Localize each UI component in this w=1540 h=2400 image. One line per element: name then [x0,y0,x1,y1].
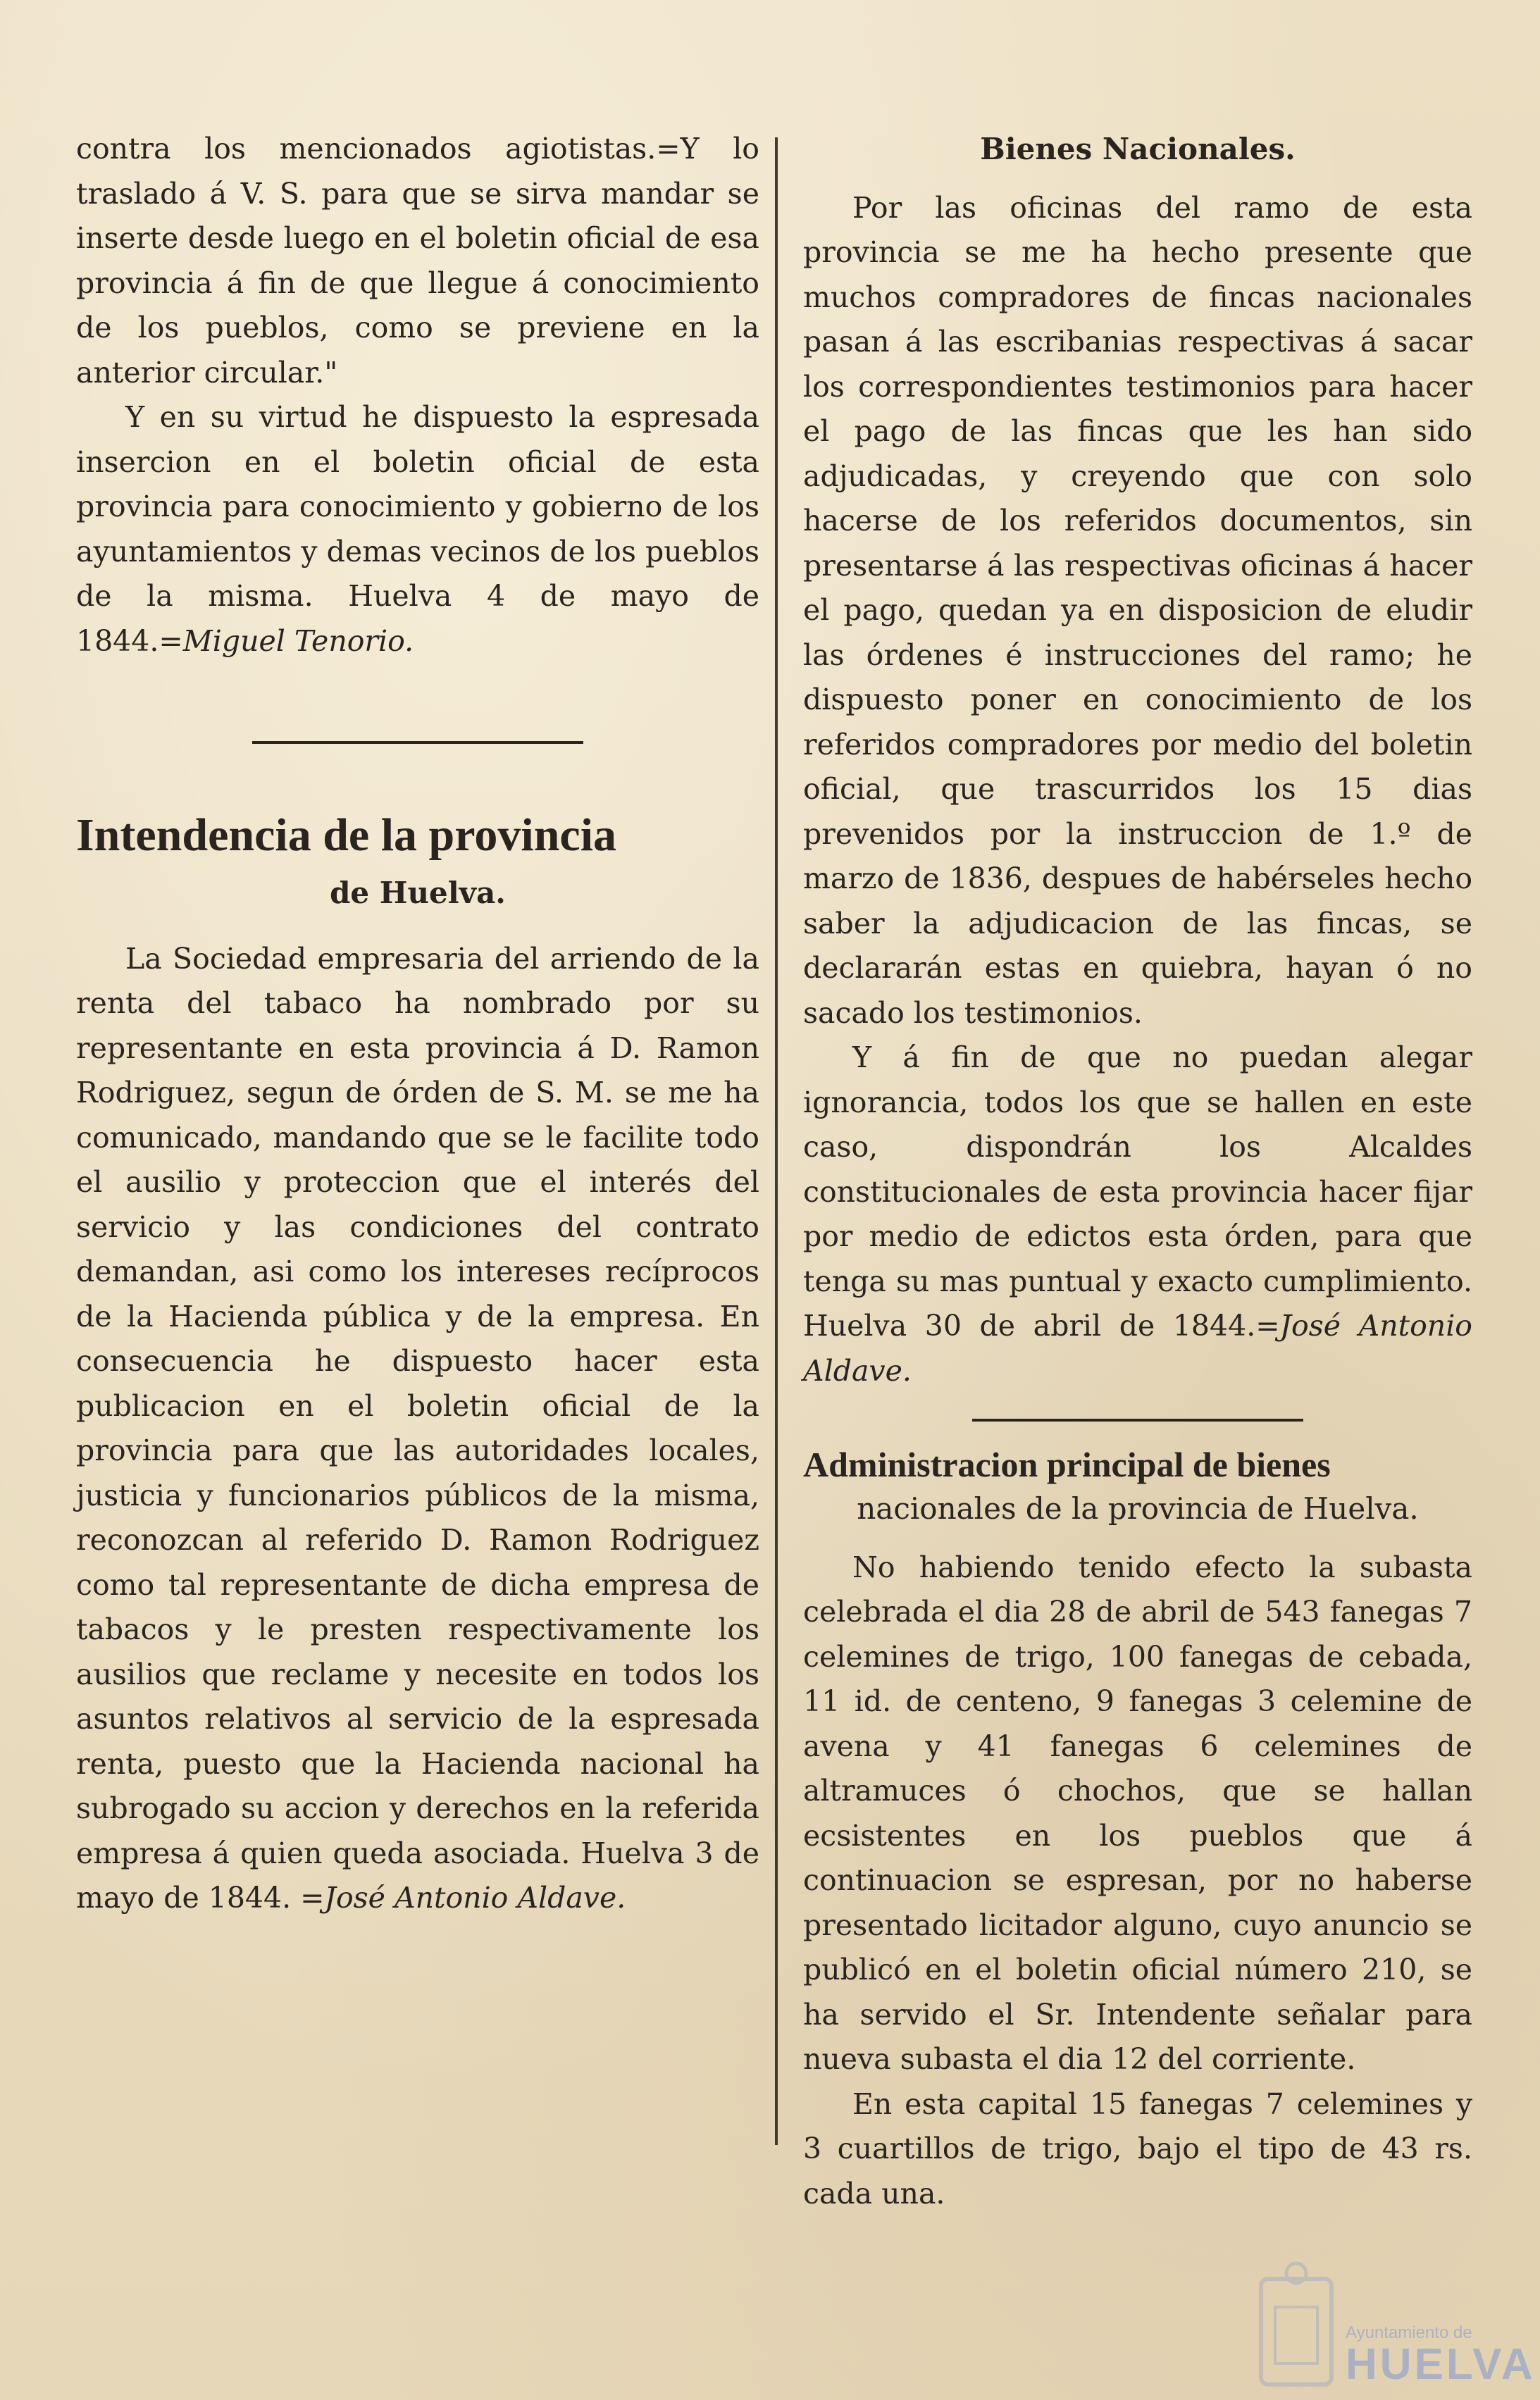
administracion-subheading: nacionales de la provincia de Huelva. [857,1491,1419,1526]
left-column [76,127,759,1921]
watermark-line-1: Ayuntamiento de [1346,2323,1472,2342]
right-paragraph-3: No habiendo tenido efecto la subasta celebrada el dia 28 de abril de 543 fanegas 7 celemines de trigo, 100 fanegas de cebada, 11 id. de centeno, 9 fanegas 3 celemine de avena y 41 fanegas 6 celemines de altramuces ó chochos, que se hallan ecsistentes en los pueblos que á continuacion se espresan, por no haberse presentado licitador alguno, cuyo anuncio se publicó en el boletin oficial número 210, se ha servido el Sr. Intendente señalar para nueva subasta el dia 12 del corriente. [803,1550,1472,2076]
right-column [803,127,1472,2216]
left-paragraph-1: contra los mencionados agiotistas.=Y lo traslado á V. S. para que se sirva mandar se inserte desde luego en el boletin oficial de esa provincia á fin de que llegue á conocimiento de los pueblos, como se previene en la anterior circular." [76,132,759,390]
right-paragraph-2-text: Y á fin de que no puedan alegar ignorancia, todos los que se hallen en este caso, dispondrán los Alcaldes constitucionales de esta provincia hacer fijar por medio de edictos esta órden, para que tenga su mas puntual y exacto cumplimiento. Huelva 30 de abril de 1844. [803,1040,1472,1343]
left-paragraph-2 [76,395,759,664]
column-divider [775,137,778,2145]
left-paragraph-3 [76,937,759,1921]
administracion-heading: Administracion principal de bienes [803,1445,1331,1484]
signature-jose-antonio-aldave: =José Antonio Aldave. [300,1881,626,1915]
watermark-line-2: HUELVA [1346,2340,1536,2389]
right-paragraph-1: Por las oficinas del ramo de esta provincia se me ha hecho presente que muchos compradores de fincas nacionales pasan á las escribanias respectivas á sacar los correspondientes testimonios para hacer el pago de las fincas que les han sido adjudicadas, y creyendo que con solo hacerse de los referidos documentos, sin presentarse á las respectivas oficinas á hacer el pago, quedan ya en disposicion de eludir las órdenes é instrucciones del ramo; he dispuesto poner en conocimiento de los referidos compradores por medio del boletin oficial, que trascurridos los 15 dias prevenidos por la instruccion de 1.º de marzo de 1836, despues de habérseles hecho saber la adjudicacion de las fincas, se declararán estas en quiebra, hayan ó no sacado los testimonios. [803,190,1472,1030]
right-paragraph-2 [803,1036,1472,1393]
signature-miguel-tenorio: Miguel Tenorio. [182,623,414,658]
left-paragraph-2-text: Y en su virtud he dispuesto la espresada insercion en el boletin oficial de esta provincia para conocimiento y gobierno de los ayuntamientos y demas vecinos de los pueblos de la misma. Huelva 4 de mayo de 1844.= [76,400,759,658]
ayuntamiento-watermark [1346,2323,1536,2387]
bienes-nacionales-heading: Bienes Nacionales. [980,132,1296,166]
signature-jose-antonio-aldave-2: =José Antonio Aldave. [803,1309,1472,1388]
right-paragraph-4: En esta capital 15 fanegas 7 celemines y 3 cuartillos de trigo, bajo el tipo de 43 rs. cada una. [803,2087,1472,2211]
left-paragraph-3-text: La Sociedad empresaria del arriendo de la renta del tabaco ha nombrado por su representante en esta provincia á D. Ramon Rodriguez, segun de órden de S. M. se me ha comunicado, mandando que se le facilite todo el ausilio y proteccion que el interés del servicio y las condiciones del contrato demandan, asi como los intereses recíprocos de la Hacienda pública y de la empresa. En consecuencia he dispuesto hacer esta publicacion en el boletin oficial de la provincia para que las autoridades locales, justicia y funcionarios públicos de la misma, reconozcan al referido D. Ramon Rodriguez como tal representante de dicha empresa de tabacos y le presten respectivamente los ausilios que reclame y necesite en todos los asuntos relativos al servicio de la espresada renta, puesto que la Hacienda nacional ha subrogado su accion y derechos en la referida empresa á quien queda asociada. Huelva 3 de mayo de 1844. [76,941,759,1915]
section-divider [252,741,583,744]
intendencia-heading: Intendencia de la provincia [76,809,617,861]
section-divider-right [972,1419,1303,1422]
intendencia-subheading: de Huelva. [330,876,506,910]
